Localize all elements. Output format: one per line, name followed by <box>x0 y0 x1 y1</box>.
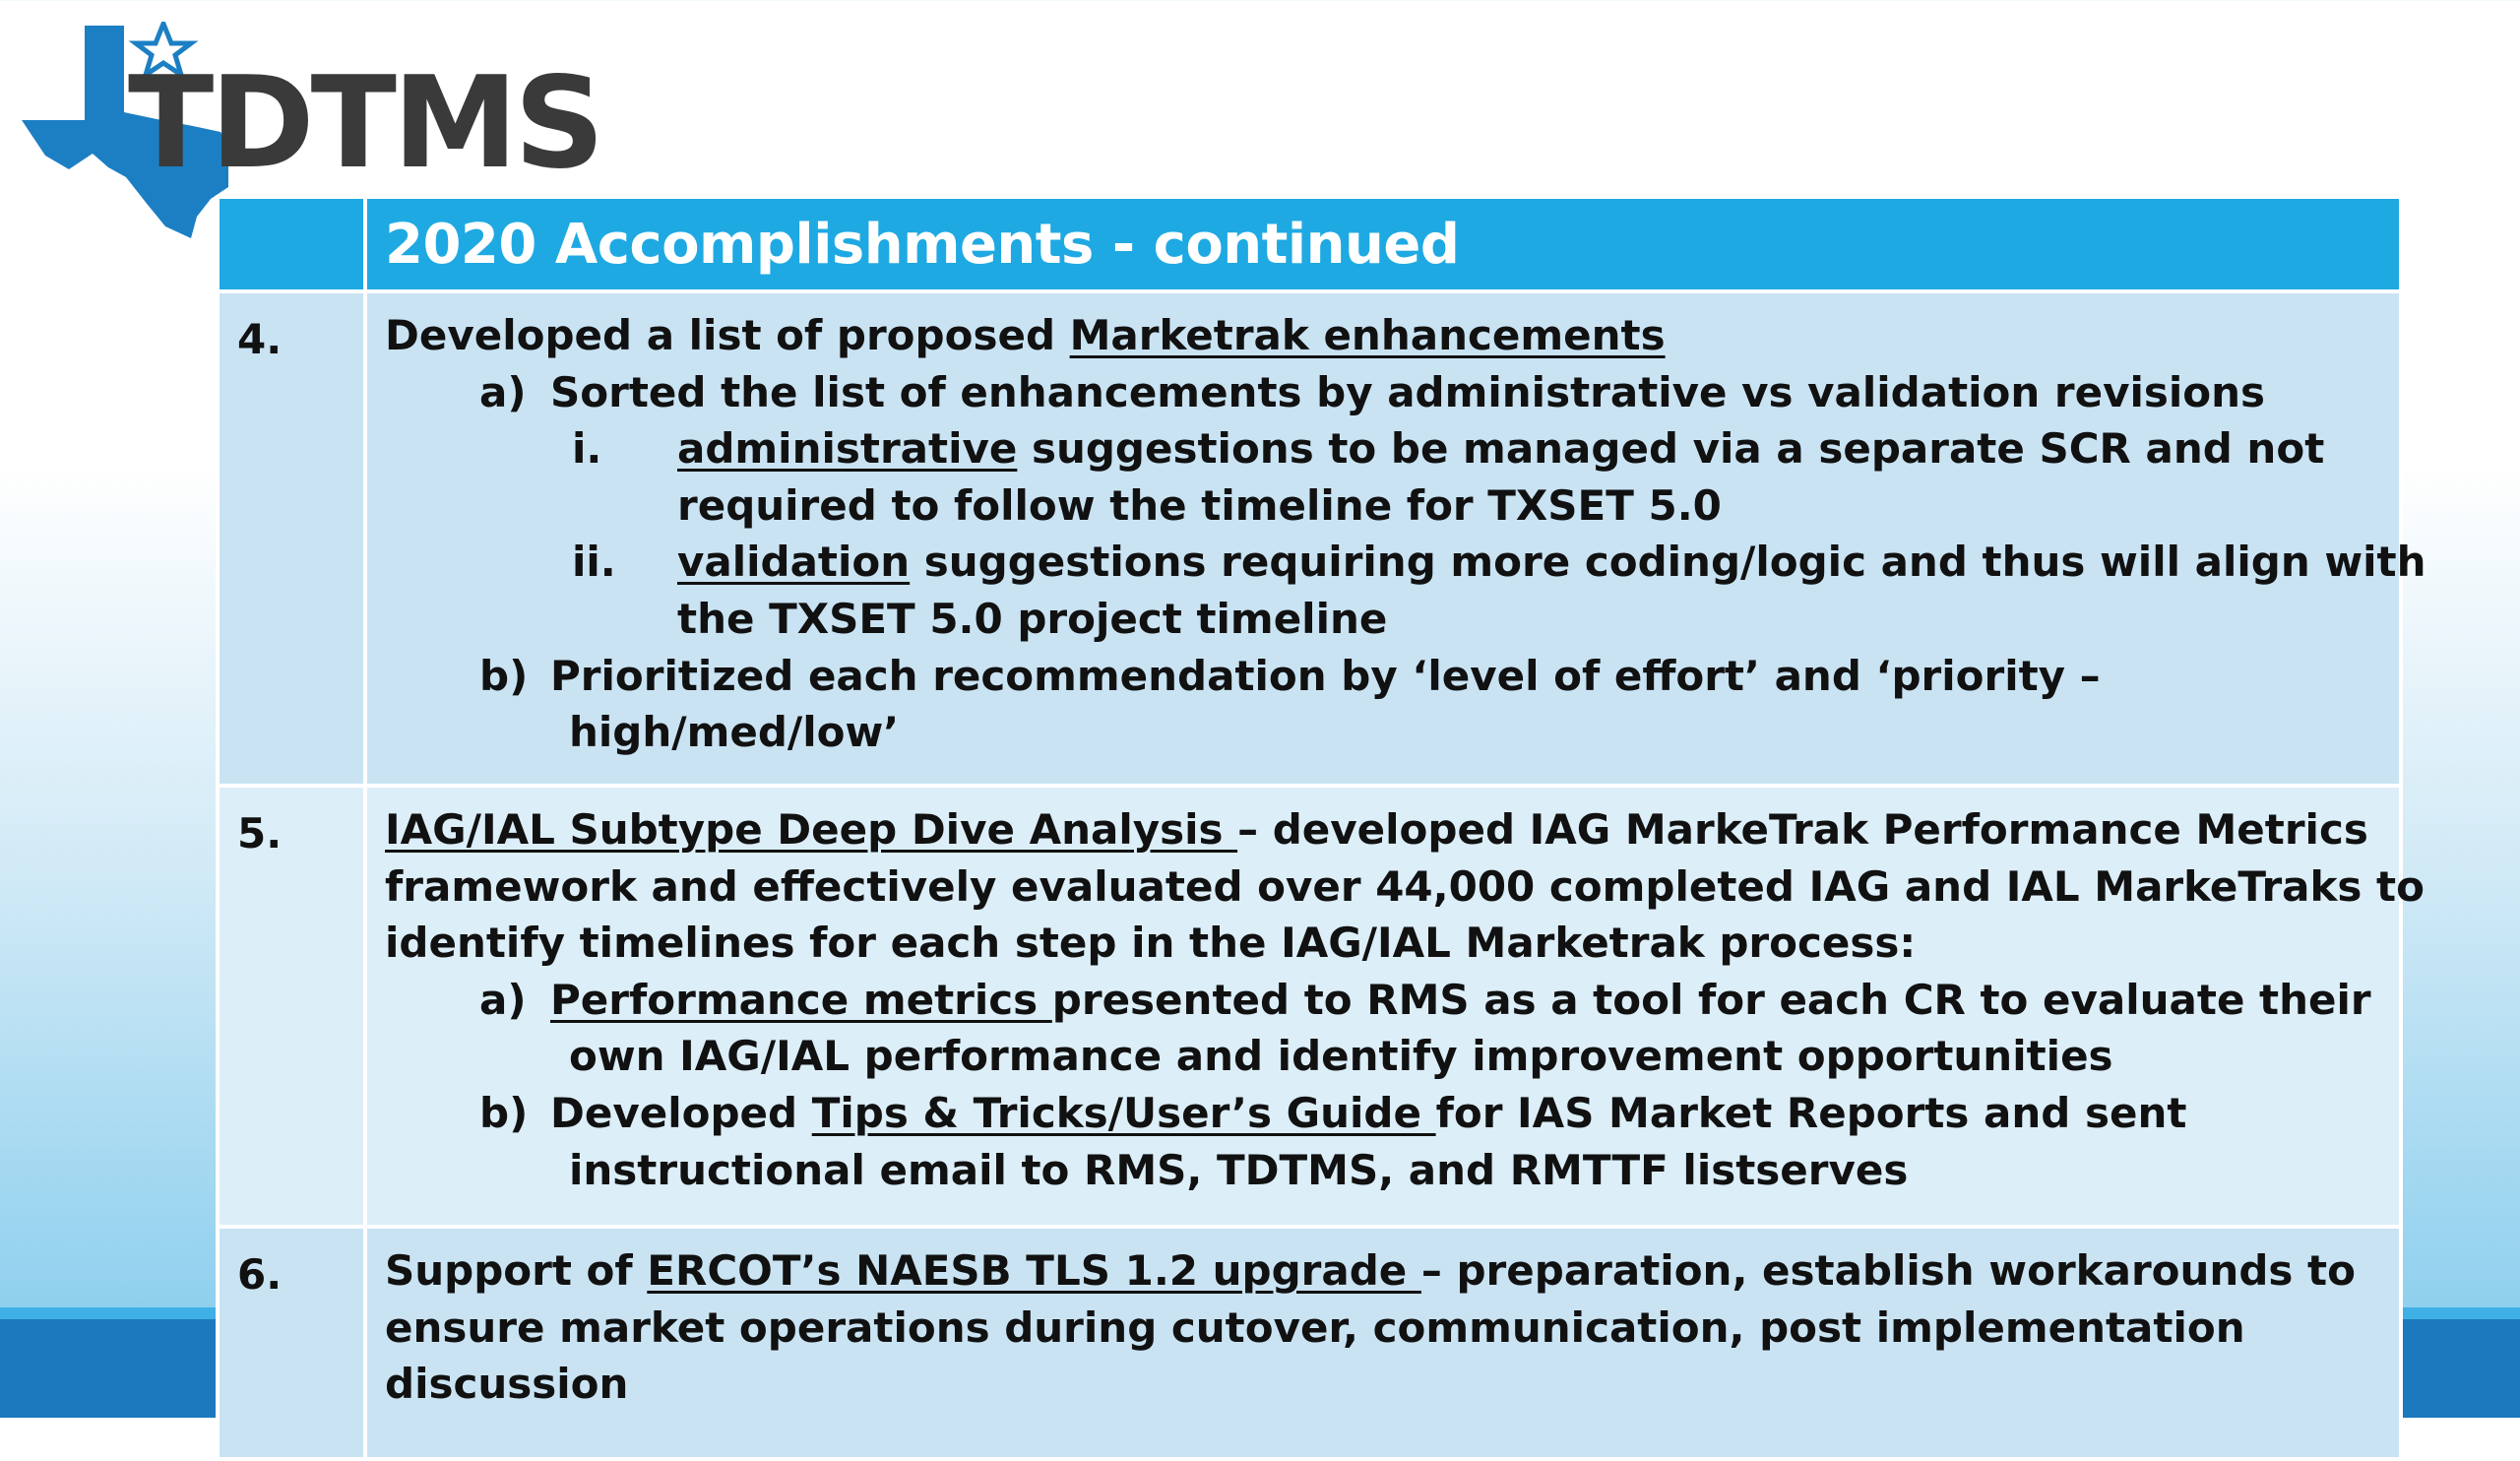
title-text: 2020 Accomplishments - continued <box>385 212 1460 277</box>
sub-item-i-cont: required to follow the timeline for TXSET 5.0 <box>677 480 1722 530</box>
item-body <box>365 291 2426 786</box>
header-number-cell <box>218 197 365 291</box>
sub-item-b: b) Developed Tips & Tricks/User’s Guide for IAS Market Reports and sent <box>479 1088 2187 1137</box>
item-number: 6. <box>218 1227 365 1459</box>
validation-term: validation <box>677 538 911 587</box>
logo-text: TDTMS <box>128 50 601 197</box>
sub-item-a: a) Performance metrics presented to RMS as a tool for each CR to evaluate their <box>479 975 2371 1024</box>
item-intro-line-3: discussion <box>385 1360 629 1409</box>
item-intro-line-2: framework and effectively evaluated over 44,000 completed IAG and IAL MarkeTraks to <box>385 861 2425 911</box>
sub-item-ii: ii. validation suggestions requiring more coding/logic and thus will align with <box>572 538 2426 587</box>
sub-item-b: b) Prioritized each recommendation by ‘level of effort’ and ‘priority – <box>479 651 2101 700</box>
item-body <box>365 1227 2401 1459</box>
sub-item-a-cont: own IAG/IAL performance and identify improvement opportunities <box>569 1032 2113 1081</box>
item-intro-line-2: ensure market operations during cutover, communication, post implementation <box>385 1302 2245 1352</box>
item-number: 5. <box>218 786 365 1227</box>
table-row <box>218 786 2401 1227</box>
administrative-term: administrative <box>677 424 1018 474</box>
performance-metrics-term: Performance metrics <box>550 975 1052 1024</box>
item-intro-line-3: identify timelines for each step in the IAG/IAL Marketrak process: <box>385 919 1917 968</box>
sub-item-b-cont: high/med/low’ <box>569 708 900 757</box>
item-intro-line: Support of ERCOT’s NAESB TLS 1.2 upgrade – preparation, establish workarounds to <box>385 1246 2356 1295</box>
sub-item-ii-cont: the TXSET 5.0 project timeline <box>677 594 1388 643</box>
sub-item-b-cont: instructional email to RMS, TDTMS, and RMTTF listserves <box>569 1145 1909 1194</box>
table-header-row <box>218 197 2401 291</box>
table-row <box>218 1227 2401 1459</box>
item-intro-line: IAG/IAL Subtype Deep Dive Analysis – developed IAG MarkeTrak Performance Metrics <box>385 805 2368 854</box>
item-body <box>365 786 2425 1227</box>
tls-upgrade-term: ERCOT’s NAESB TLS 1.2 upgrade <box>647 1246 1421 1295</box>
sub-item-i: i. administrative suggestions to be managed via a separate SCR and not <box>572 424 2325 474</box>
marketrak-enhancements-link: Marketrak enhancements <box>1069 311 1666 359</box>
accomplishments-table <box>216 195 2426 1461</box>
item-intro-line: Developed a list of proposed Marketrak enhancements <box>385 311 1666 359</box>
deep-dive-analysis-term: IAG/IAL Subtype Deep Dive Analysis <box>385 805 1238 854</box>
table-row <box>218 291 2401 786</box>
sub-item-a: a) Sorted the list of enhancements by administrative vs validation revisions <box>479 367 2266 416</box>
page-title <box>365 197 2401 291</box>
item-number: 4. <box>218 291 365 786</box>
tips-tricks-term: Tips & Tricks/User’s Guide <box>811 1088 1436 1137</box>
